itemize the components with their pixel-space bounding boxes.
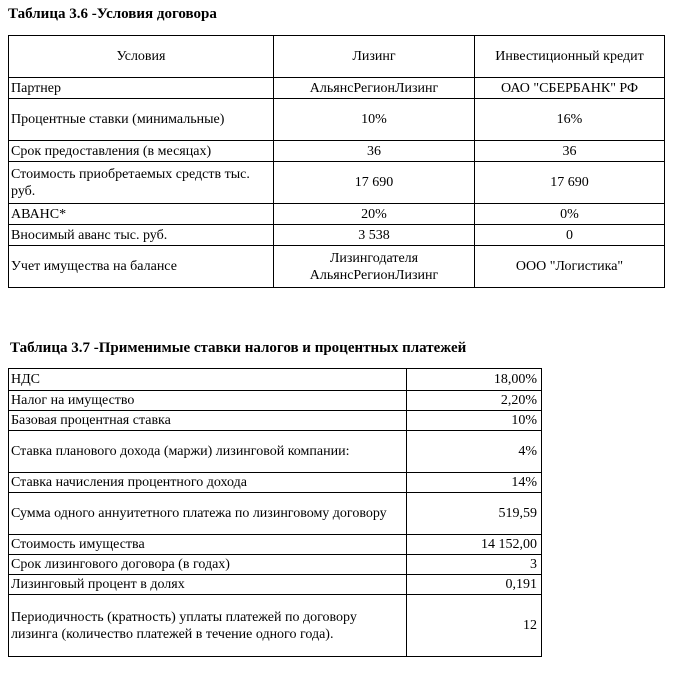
tax-rates-table — [8, 368, 542, 657]
row-label: Срок лизингового договора (в годах) — [9, 555, 407, 575]
header-leasing: Лизинг — [274, 36, 475, 78]
row-label: Стоимость приобретаемых средств тыс. руб. — [9, 162, 274, 204]
row-value: 2,20% — [407, 391, 542, 411]
credit-value: ОАО "СБЕРБАНК" РФ — [475, 78, 665, 99]
table-3-7-title: Таблица 3.7 -Применимые ставки налогов и процентных платежей — [10, 340, 467, 356]
row-label: Ставка планового дохода (маржи) лизинговой компании: — [9, 431, 407, 473]
row-value: 14% — [407, 473, 542, 493]
table-row — [9, 535, 542, 555]
leasing-value: Лизингодателя АльянсРегионЛизинг — [274, 246, 475, 288]
leasing-value: АльянсРегионЛизинг — [274, 78, 475, 99]
credit-value: 16% — [475, 99, 665, 141]
leasing-value: 36 — [274, 141, 475, 162]
row-label: Вносимый аванс тыс. руб. — [9, 225, 274, 246]
row-value: 14 152,00 — [407, 535, 542, 555]
table-row — [9, 369, 542, 391]
row-label: Срок предоставления (в месяцах) — [9, 141, 274, 162]
credit-value: 17 690 — [475, 162, 665, 204]
table-row — [9, 431, 542, 473]
leasing-value: 3 538 — [274, 225, 475, 246]
table-row — [9, 246, 665, 288]
table-row — [9, 225, 665, 246]
row-value: 10% — [407, 411, 542, 431]
table-row — [9, 204, 665, 225]
table-row — [9, 595, 542, 657]
row-value: 0,191 — [407, 575, 542, 595]
table-row — [9, 411, 542, 431]
row-label: АВАНС* — [9, 204, 274, 225]
table-header-row — [9, 36, 665, 78]
credit-value: 0 — [475, 225, 665, 246]
leasing-value: 20% — [274, 204, 475, 225]
leasing-value: 17 690 — [274, 162, 475, 204]
table-3-6-title: Таблица 3.6 -Условия договора — [8, 6, 217, 22]
row-label: Ставка начисления процентного дохода — [9, 473, 407, 493]
table-row — [9, 391, 542, 411]
table-row — [9, 99, 665, 141]
row-value: 519,59 — [407, 493, 542, 535]
row-label: Лизинговый процент в долях — [9, 575, 407, 595]
table-row — [9, 575, 542, 595]
row-label: Базовая процентная ставка — [9, 411, 407, 431]
row-value: 12 — [407, 595, 542, 657]
credit-value: 36 — [475, 141, 665, 162]
row-label: Процентные ставки (минимальные) — [9, 99, 274, 141]
credit-value: 0% — [475, 204, 665, 225]
row-label: Стоимость имущества — [9, 535, 407, 555]
row-label: Партнер — [9, 78, 274, 99]
table-row — [9, 555, 542, 575]
credit-value: ООО "Логистика" — [475, 246, 665, 288]
table-row — [9, 141, 665, 162]
row-label: Периодичность (кратность) уплаты платежей по договору лизинга (количество платежей в течение одного года). — [9, 595, 407, 657]
contract-conditions-table — [8, 35, 665, 288]
row-label: Налог на имущество — [9, 391, 407, 411]
row-label: Учет имущества на балансе — [9, 246, 274, 288]
table-row — [9, 162, 665, 204]
table-row — [9, 493, 542, 535]
row-label: НДС — [9, 369, 407, 391]
row-value: 18,00% — [407, 369, 542, 391]
row-value: 3 — [407, 555, 542, 575]
table-row — [9, 473, 542, 493]
header-conditions: Условия — [9, 36, 274, 78]
header-investment-credit: Инвестиционный кредит — [475, 36, 665, 78]
row-label: Сумма одного аннуитетного платежа по лизинговому договору — [9, 493, 407, 535]
leasing-value: 10% — [274, 99, 475, 141]
table-row — [9, 78, 665, 99]
row-value: 4% — [407, 431, 542, 473]
